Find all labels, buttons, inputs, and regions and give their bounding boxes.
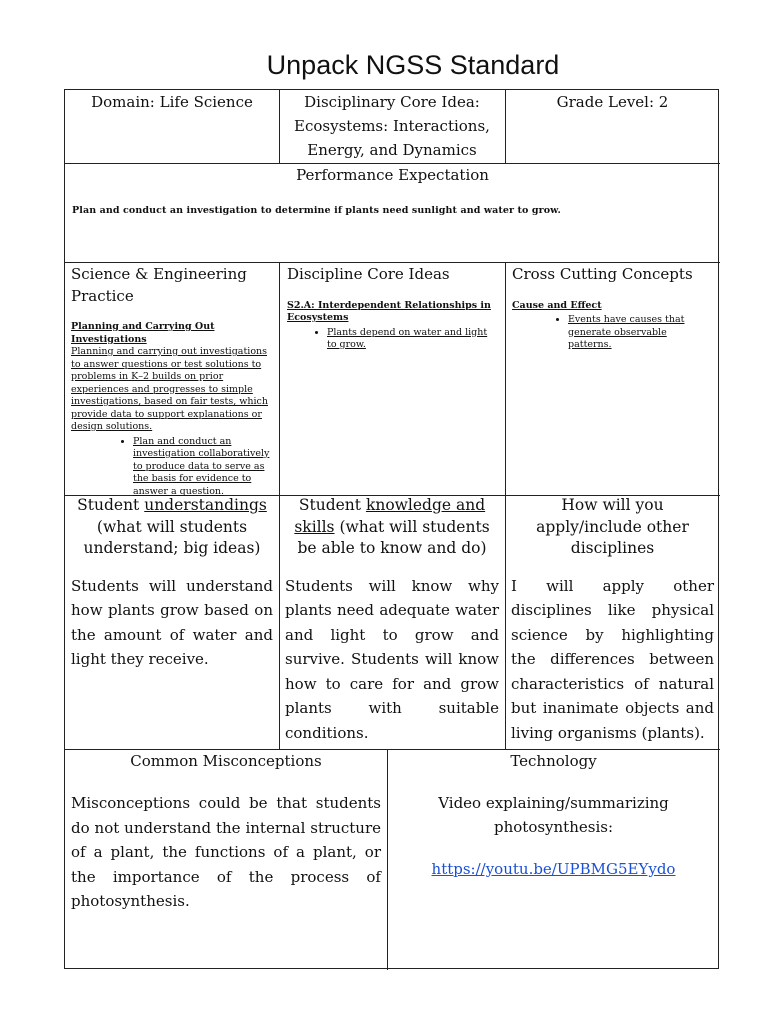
ccc-cell [505,262,720,495]
page-title: Unpack NGSS Standard [266,50,560,80]
sep-bullet: • Plan and conduct an investigation collaboratively to produce data to serve as the basis for evidence to answer a question. [133,436,273,499]
dci-header-text: Disciplinary Core Idea: Ecosystems: Interactions, Energy, and Dynamics [294,93,490,159]
standard-table [64,89,719,969]
technology-cell [387,749,720,970]
sep-subheading: Planning and Carrying Out Investigations [71,321,215,345]
technology-heading: Technology [510,752,597,770]
technology-text: Video explaining/summarizing photosynthesis: [438,794,669,836]
pe-heading: Performance Expectation [296,166,489,184]
performance-expectation-cell [65,163,720,262]
grade-cell [505,90,720,114]
ccc-bullet: • Events have causes that generate observable patterns. [568,314,713,352]
domain-text: Domain: Life Science [91,93,253,111]
dci-cell [279,262,505,495]
knowledge-body: Students will know why plants need adequate water and light to grow and survive. Students will know how to care for and grow plants with suitable conditions. [285,576,499,742]
grade-text: Grade Level: 2 [556,93,669,111]
understandings-heading: Student understandings (what will students understand; big ideas) [77,496,267,557]
video-link[interactable]: https://youtu.be/UPBMG5EYydo [431,860,676,878]
disciplines-cell [505,495,720,749]
misconceptions-body: Misconceptions could be that students do not understand the internal structure of a plant, the functions of a plant, or the importance of the process of photosynthesis. [71,794,381,910]
misconceptions-heading: Common Misconceptions [130,752,322,770]
knowledge-cell [279,495,505,749]
sep-heading: Science & Engineering Practice [71,265,247,305]
ccc-subheading: Cause and Effect [512,299,602,311]
disciplines-heading: How will you apply/include other disciplines [536,496,689,557]
sep-text: Planning and carrying out investigations to answer questions or test solutions to problems in K–2 builds on prior experiences and progresses to simple investigations, based on fair tests, which provide data to support explanations or design solutions. [71,346,268,432]
disciplines-body: I will apply other disciplines like physical science by highlighting the differences between characteristics of natural but inanimate objects and living organisms (plants). [511,576,714,742]
dci-bullet: • Plants depend on water and light to grow. [327,327,497,352]
dci-heading: Discipline Core Ideas [287,265,450,283]
domain-cell [65,90,279,114]
dci-subheading: S2.A: Interdependent Relationships in Ecosystems [287,299,491,323]
understandings-cell [65,495,279,749]
knowledge-heading: Student knowledge and skills (what will students be able to know and do) [294,496,490,557]
dci-header-cell [279,90,505,162]
sep-cell [65,262,279,495]
understandings-body: Students will understand how plants grow based on the amount of water and light they receive. [71,576,273,668]
pe-text: Plan and conduct an investigation to determine if plants need sunlight and water to grow. [72,205,561,216]
misconceptions-cell [65,749,387,970]
ccc-heading: Cross Cutting Concepts [512,265,693,283]
